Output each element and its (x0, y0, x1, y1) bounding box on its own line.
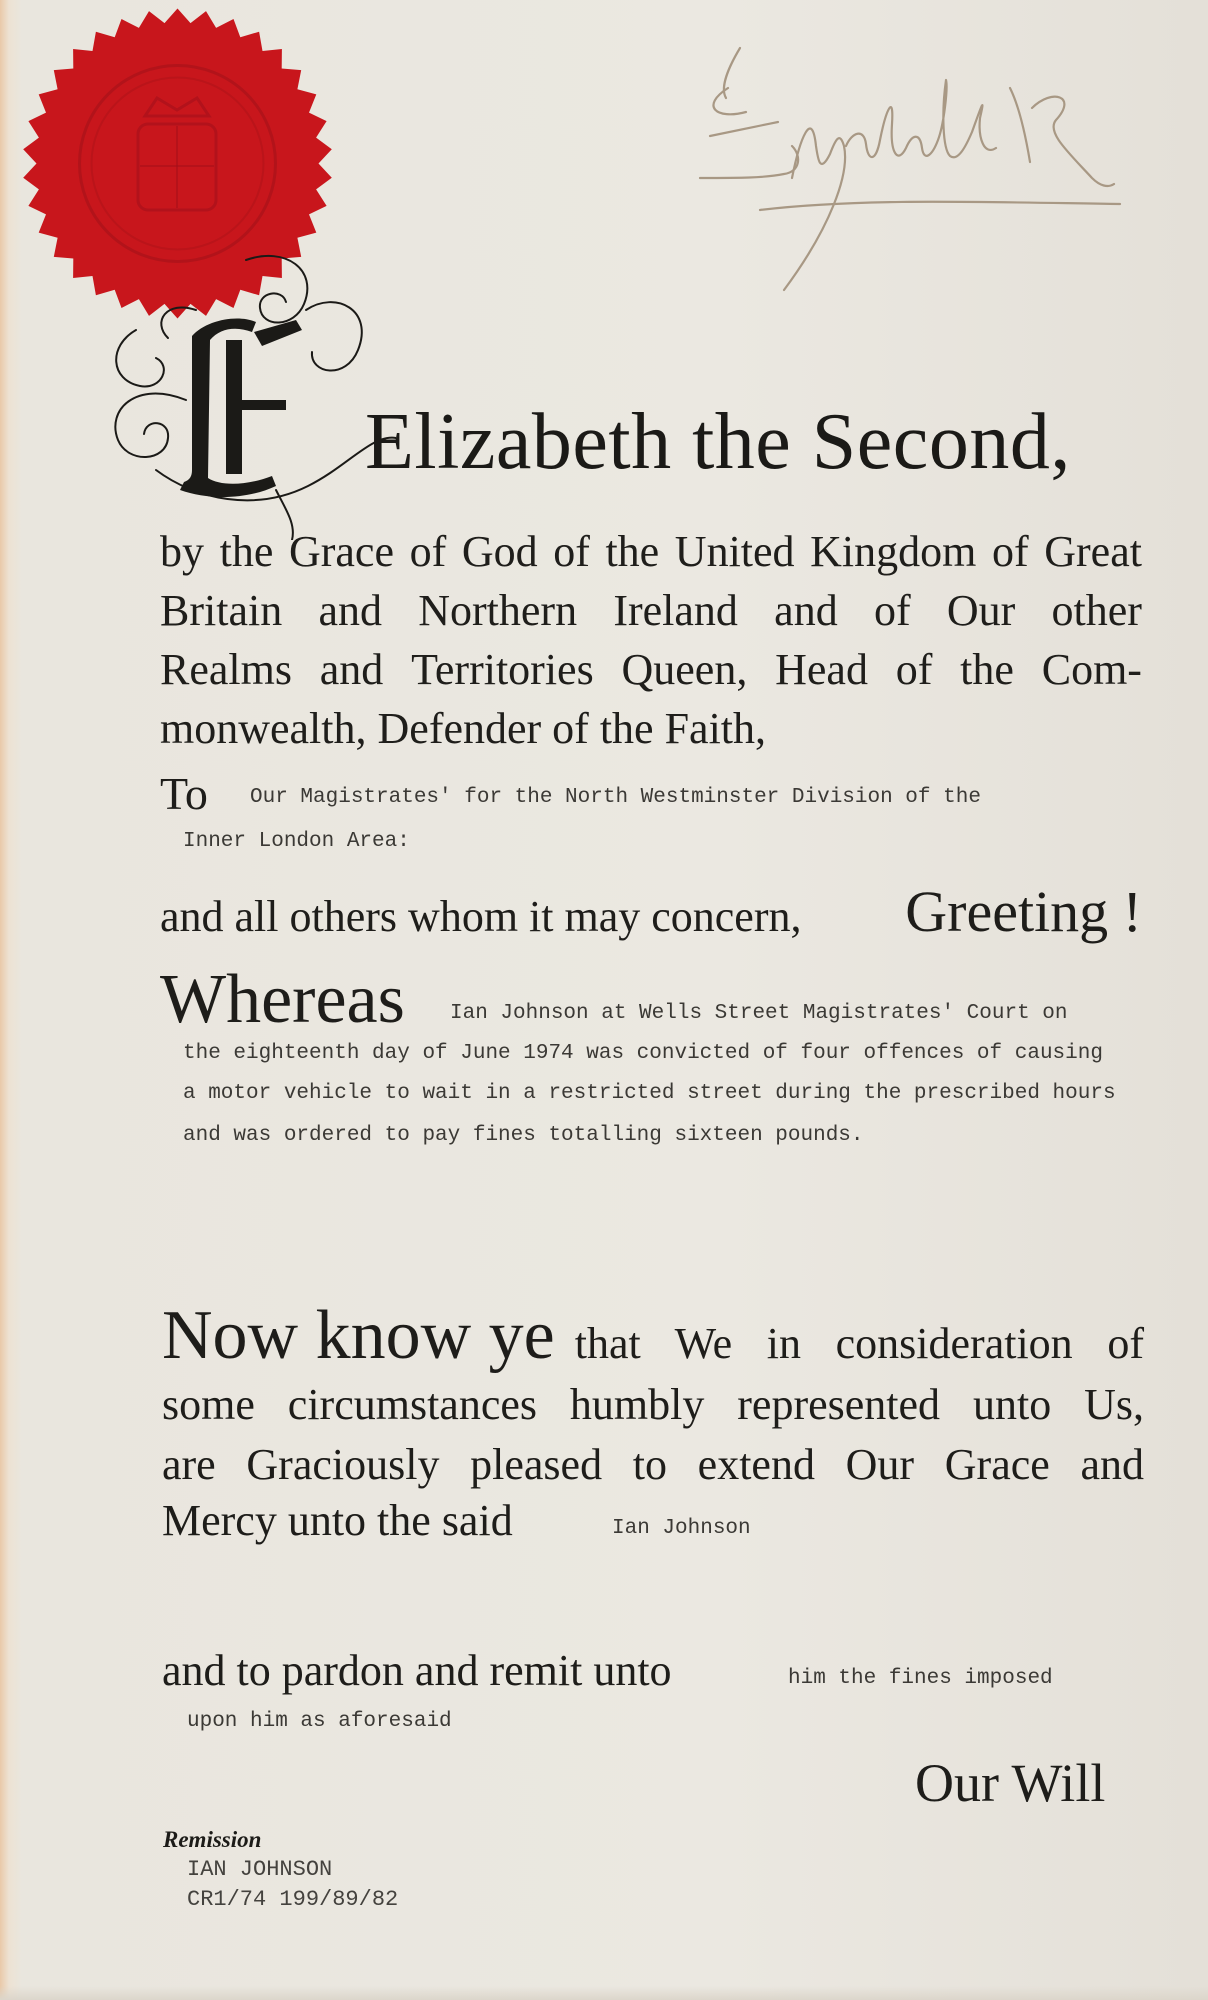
now-know-body (162, 1375, 1144, 1495)
recital-line: Ian Johnson at Wells Street Magistrates' Court on (450, 1002, 1068, 1025)
word: of (895, 645, 933, 694)
word: United (674, 527, 795, 576)
recital-line: and was ordered to pay fines totalling sixteen pounds. (183, 1124, 864, 1147)
greeting-body: and all others whom it may concern, (160, 892, 802, 941)
word: Head (775, 645, 868, 694)
now-know-label: Now know ye (162, 1297, 555, 1374)
word: and (319, 645, 384, 694)
word: God (461, 527, 538, 576)
word: of (991, 527, 1029, 576)
word: Realms (160, 645, 292, 694)
word: Northern (418, 586, 578, 635)
word: Kingdom (810, 527, 977, 576)
pardoned-name: Ian Johnson (612, 1517, 751, 1540)
word: of (409, 527, 447, 576)
pardon-text: and to pardon and remit unto (162, 1646, 672, 1695)
word: by (160, 527, 204, 576)
addressee-line: Inner London Area: (183, 830, 410, 853)
word: the (960, 645, 1014, 694)
word: Great (1044, 527, 1142, 576)
remission-label: Remission (163, 1827, 262, 1852)
whereas-label: Whereas (160, 961, 405, 1038)
closing-our-will: Our Will (915, 1753, 1106, 1813)
word: other (1051, 586, 1142, 635)
word: Ireland (613, 586, 738, 635)
to-label: To (160, 768, 208, 819)
greeting-line (160, 878, 1142, 945)
style-line-3 (160, 640, 1142, 699)
style-line-2 (160, 581, 1142, 640)
pardon-detail-line: him the fines imposed (788, 1667, 1053, 1690)
word: Our (946, 586, 1016, 635)
greeting-word: Greeting ! (905, 879, 1142, 944)
word: the (605, 527, 660, 576)
word: of (553, 527, 590, 576)
reference-line: IAN JOHNSON (187, 1857, 333, 1882)
sovereign-heading: Elizabeth the Second, (365, 398, 1071, 486)
word: Grace (288, 527, 394, 576)
royal-style-text (160, 522, 1142, 758)
now-know-text: some circumstances humbly represented unto Us, (162, 1380, 1144, 1429)
word: of (873, 586, 911, 635)
now-know-text: are Graciously pleased to extend Our Grace and (162, 1440, 1144, 1489)
word: Britain (160, 586, 283, 635)
recital-line: the eighteenth day of June 1974 was convicted of four offences of causing (183, 1042, 1103, 1065)
decorative-initial-e-icon (96, 250, 396, 540)
word: Territories (411, 645, 594, 694)
word: the (219, 527, 274, 576)
now-know-text: that We in consideration of (574, 1319, 1144, 1368)
pardon-detail-line: upon him as aforesaid (187, 1710, 452, 1733)
word: and (318, 586, 382, 635)
addressee-line: Our Magistrates' for the North Westminster Division of the (250, 786, 981, 809)
word: and (774, 586, 838, 635)
word: Com- (1041, 645, 1142, 694)
word: Queen, (621, 645, 748, 694)
now-know-line (162, 1296, 1144, 1376)
style-line-4: monwealth, Defender of the Faith, (160, 704, 767, 753)
style-line-1 (160, 522, 1142, 581)
mercy-line: Mercy unto the said (162, 1496, 513, 1545)
reference-line: CR1/74 199/89/82 (187, 1887, 399, 1912)
recital-line: a motor vehicle to wait in a restricted street during the prescribed hours (183, 1082, 1116, 1105)
signature-icon (680, 28, 1140, 298)
